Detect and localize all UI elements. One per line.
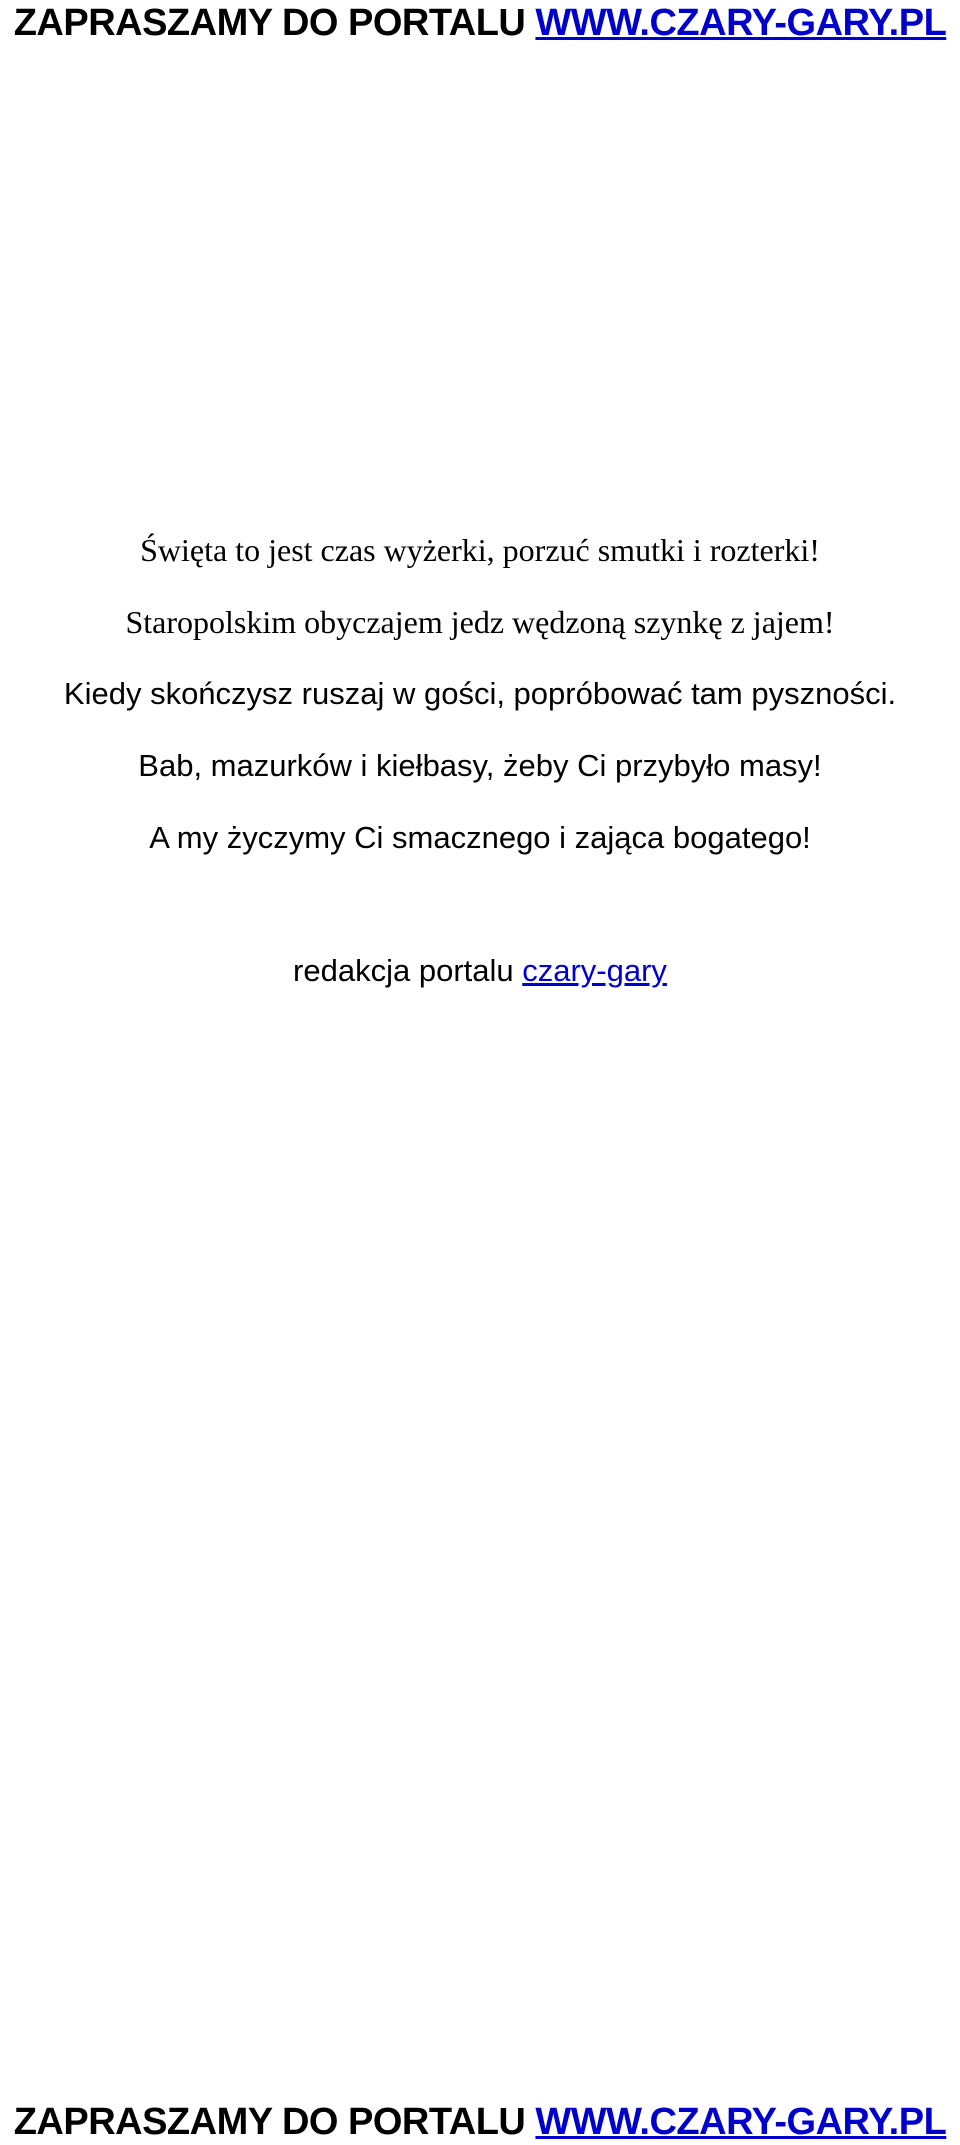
- poem-line-1: Święta to jest czas wyżerki, porzuć smutki i rozterki!: [140, 532, 820, 568]
- header-banner: [0, 0, 960, 46]
- poem-line-2: Staropolskim obyczajem jedz wędzoną szynkę z jajem!: [125, 604, 835, 640]
- footer-portal-link[interactable]: WWW.CZARY-GARY.PL: [535, 2101, 947, 2143]
- footer-banner-text: ZAPRASZAMY DO PORTALU: [13, 2101, 536, 2143]
- poem: [0, 527, 960, 887]
- poem-line-4: Bab, mazurków i kiełbasy, żeby Ci przybyło masy!: [138, 748, 822, 783]
- header-portal-link[interactable]: WWW.CZARY-GARY.PL: [535, 2, 947, 44]
- signature-text: redakcja portalu: [293, 953, 523, 988]
- footer-banner: [0, 2099, 960, 2145]
- signature-portal-link[interactable]: czary-gary: [522, 953, 667, 988]
- poem-line-5: A my życzymy Ci smacznego i zająca bogatego!: [149, 820, 811, 855]
- signature: [0, 948, 960, 994]
- poem-line-3: Kiedy skończysz ruszaj w gości, popróbować tam pyszności.: [63, 676, 897, 711]
- header-banner-text: ZAPRASZAMY DO PORTALU: [13, 2, 536, 44]
